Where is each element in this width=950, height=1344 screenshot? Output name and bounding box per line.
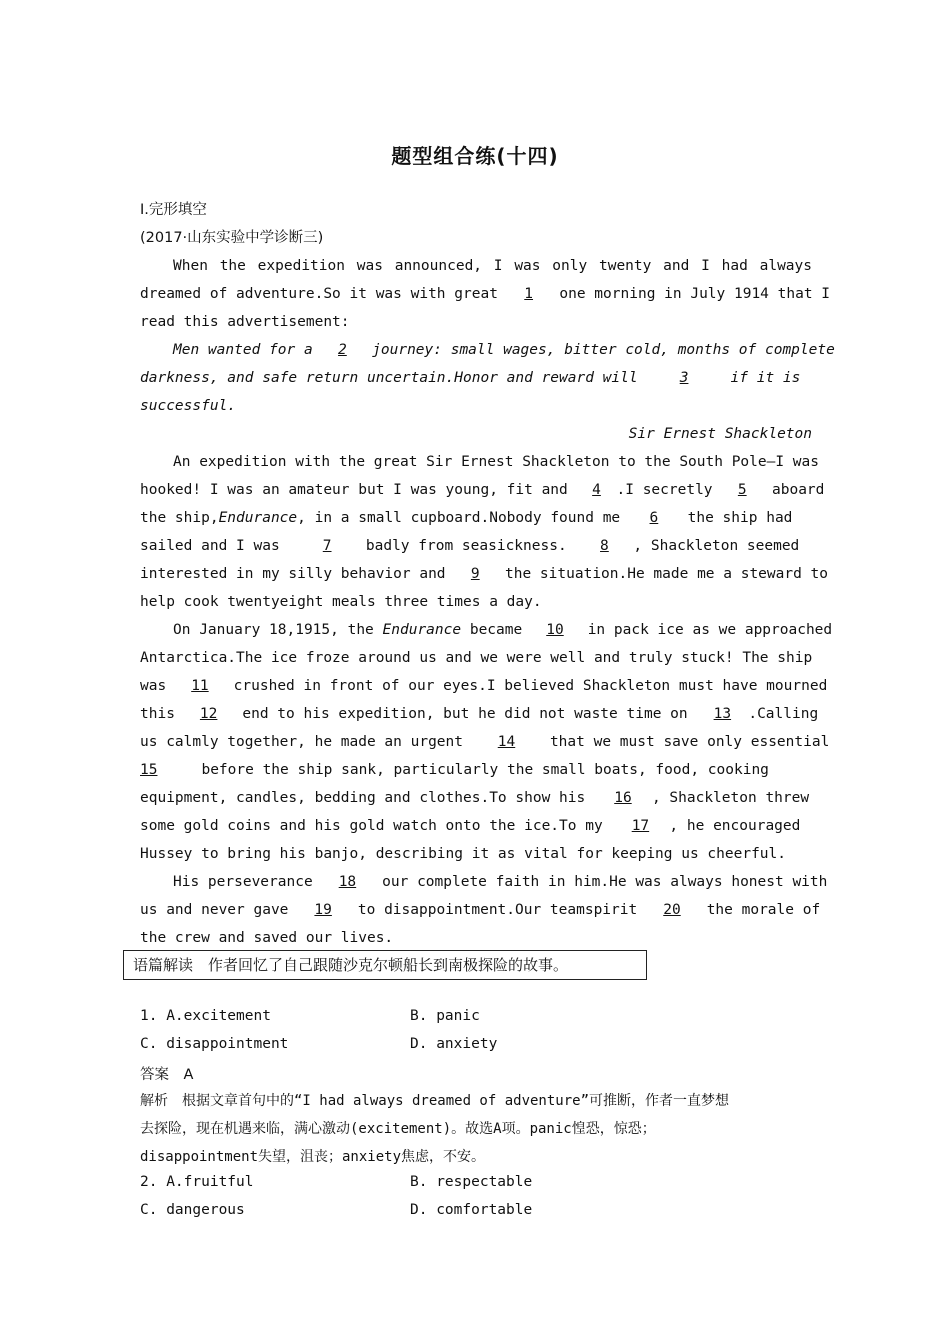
passage-line: Hussey to bring his banjo, describing it as vital for keeping us cheerful. bbox=[140, 846, 787, 862]
passage-line: us and never gave 19 to disappointment.Our teamspirit 20 the morale of bbox=[140, 902, 821, 918]
blank-2: 2 bbox=[338, 342, 347, 358]
passage-line: On January 18,1915, the Endurance became 10 in pack ice as we approached bbox=[173, 622, 833, 638]
passage-line: Antarctica.The ice froze around us and we were well and truly stuck! The ship bbox=[140, 650, 813, 666]
passage-line: help cook twentyeight meals three times a day. bbox=[140, 594, 542, 610]
blank-4: 4 bbox=[592, 482, 601, 498]
blank-9: 9 bbox=[470, 566, 480, 582]
option-2b: B. respectable bbox=[410, 1174, 533, 1190]
passage-line: interested in my silly behavior and 9 the situation.He made me a steward to bbox=[140, 566, 829, 582]
blank-11: 11 bbox=[191, 678, 209, 694]
blank-15: 15 bbox=[140, 762, 158, 778]
passage-line: hooked! I was an amateur but I was young, fit and 4 .I secretly 5 aboard bbox=[140, 482, 825, 498]
section-heading: Ⅰ.完形填空 bbox=[140, 202, 207, 218]
ad-line: Men wanted for a 2 journey: small wages, bitter cold, months of complete bbox=[173, 342, 835, 358]
page-title: 题型组合练(十四) bbox=[391, 144, 559, 168]
blank-14: 14 bbox=[497, 734, 516, 750]
answer-1: 答案 A bbox=[140, 1067, 194, 1083]
passage-line: When the expedition was announced, I was only twenty and I had always bbox=[173, 258, 812, 274]
blank-17: 17 bbox=[631, 818, 650, 834]
passage-line: read this advertisement: bbox=[140, 314, 350, 330]
option-2a: 2. A.fruitful bbox=[140, 1174, 254, 1190]
option-2d: D. comfortable bbox=[410, 1202, 533, 1218]
option-1a: 1. A.excitement bbox=[140, 1008, 271, 1024]
blank-16: 16 bbox=[614, 790, 632, 806]
blank-3: 3 bbox=[679, 370, 689, 386]
signature: Sir Ernest Shackleton bbox=[628, 426, 812, 442]
explanation-1: disappointment失望，沮丧；anxiety焦虑，不安。 bbox=[140, 1149, 486, 1165]
passage-line: this 12 end to his expedition, but he did not waste time on 13 .Calling bbox=[140, 706, 819, 722]
explanation-1: 解析 根据文章首句中的“I had always dreamed of adventure”可推断，作者一直梦想 bbox=[140, 1093, 730, 1109]
blank-7: 7 bbox=[322, 538, 332, 554]
ad-line: darkness, and safe return uncertain.Honor and reward will 3 if it is bbox=[140, 370, 801, 386]
blank-19: 19 bbox=[314, 902, 332, 918]
ad-line: successful. bbox=[140, 398, 237, 414]
blank-8: 8 bbox=[600, 538, 609, 554]
passage-line: sailed and I was 7 badly from seasickness. 8 , Shackleton seemed bbox=[140, 538, 800, 554]
blank-6: 6 bbox=[649, 510, 659, 526]
passage-line: His perseverance 18 our complete faith in him.He was always honest with bbox=[173, 874, 828, 890]
passage-line: equipment, candles, bedding and clothes.To show his 16 , Shackleton threw bbox=[140, 790, 810, 806]
passage-line: the crew and saved our lives. bbox=[140, 930, 394, 946]
blank-13: 13 bbox=[713, 706, 732, 722]
summary-text: 语篇解读 作者回忆了自己跟随沙克尔顿船长到南极探险的故事。 bbox=[133, 956, 569, 974]
blank-12: 12 bbox=[199, 706, 218, 722]
source-note: (2017·山东实验中学诊断三) bbox=[140, 230, 324, 246]
passage-line: some gold coins and his gold watch onto the ice.To my 17 , he encouraged bbox=[140, 818, 801, 834]
option-1d: D. anxiety bbox=[410, 1036, 498, 1052]
passage-line: the ship,Endurance, in a small cupboard.Nobody found me 6 the ship had bbox=[140, 510, 793, 526]
passage-line: 15 before the ship sank, particularly the small boats, food, cooking bbox=[140, 762, 769, 778]
option-2c: C. dangerous bbox=[140, 1202, 245, 1218]
blank-10: 10 bbox=[546, 622, 564, 638]
blank-1: 1 bbox=[524, 286, 534, 302]
passage-line: was 11 crushed in front of our eyes.I believed Shackleton must have mourned bbox=[140, 678, 828, 694]
passage-line: us calmly together, he made an urgent 14 that we must save only essential bbox=[140, 734, 830, 750]
option-1b: B. panic bbox=[410, 1008, 480, 1024]
blank-20: 20 bbox=[663, 902, 681, 918]
blank-5: 5 bbox=[737, 482, 747, 498]
explanation-1: 去探险，现在机遇来临，满心激动(excitement)。故选A项。panic惶恐，惊恐； bbox=[140, 1121, 656, 1137]
blank-18: 18 bbox=[338, 874, 357, 890]
option-1c: C. disappointment bbox=[140, 1036, 289, 1052]
passage-line: dreamed of adventure.So it was with great 1 one morning in July 1914 that I bbox=[140, 286, 831, 302]
passage-line: An expedition with the great Sir Ernest Shackleton to the South Pole—I was bbox=[173, 454, 820, 470]
